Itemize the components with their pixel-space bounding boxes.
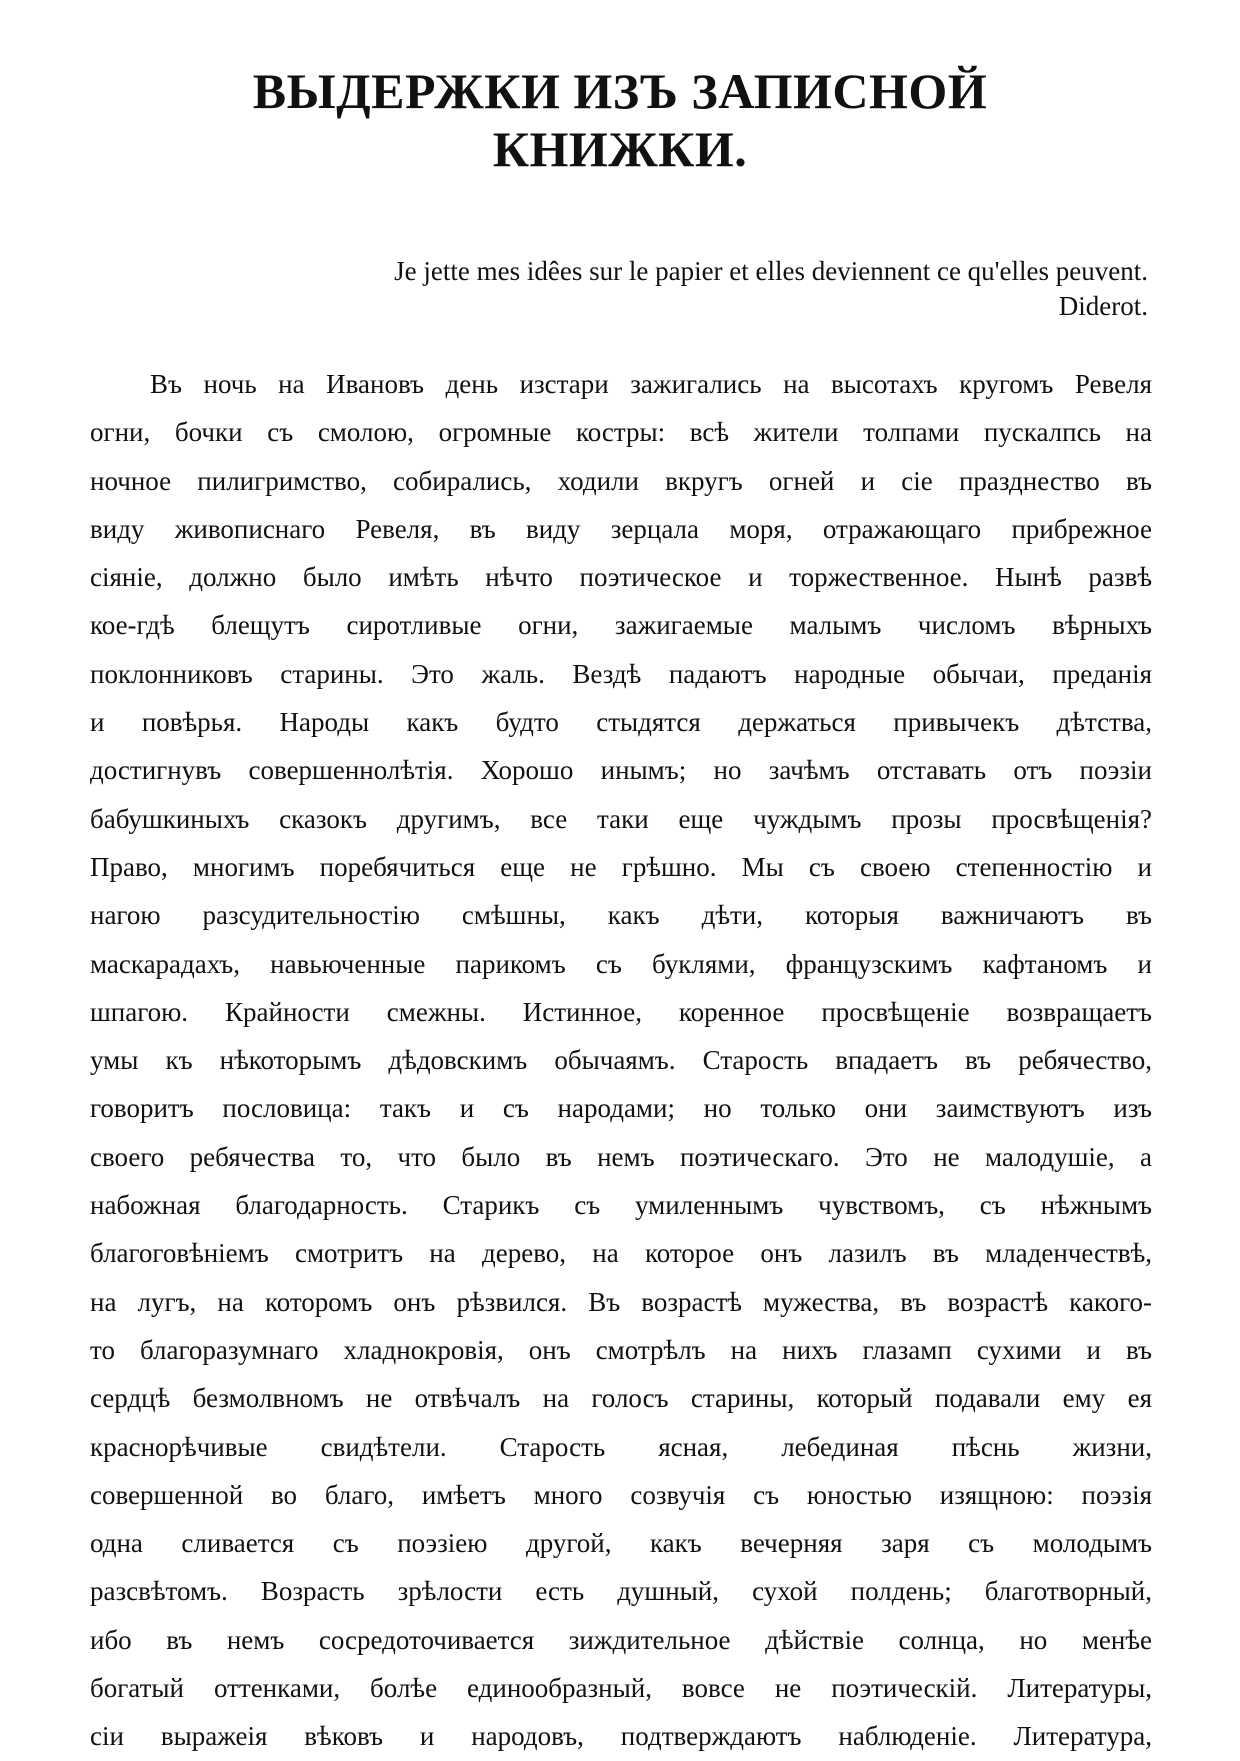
text-line: кое-гдѣ блещутъ сиротливые огни, зажигаемые малымъ числомъ вѣрныхъ xyxy=(90,610,1152,641)
page-title xyxy=(90,62,1150,178)
title-line-2: КНИЖКИ. xyxy=(492,121,748,177)
text-line: огни, бочки съ смолою, огромные костры: всѣ жители толпами пускалпсь на xyxy=(90,417,1152,448)
text-line: Право, многимъ поребячиться еще не грѣшно. Мы съ своею степенностію и xyxy=(90,851,1152,882)
epigraph-quote: Je jette mes idêes sur le papier et elles deviennent ce qu'elles peuvent. xyxy=(394,256,1148,286)
text-line: достигнувъ совершеннолѣтія. Хорошо инымъ; но зачѣмъ отставать отъ поэзіи xyxy=(90,755,1152,786)
text-line: благоговѣніемъ смотритъ на дерево, на которое онъ лазилъ въ младенчествѣ, xyxy=(90,1238,1152,1269)
text-line: сіяніе, должно было имѣть нѣчто поэтическое и торжественное. Нынѣ развѣ xyxy=(90,562,1152,593)
text-line: сіи выражеія вѣковъ и народовъ, подтверждаютъ наблюденіе. Литература, xyxy=(90,1721,1152,1752)
text-line: нагою разсудительностію смѣшны, какъ дѣти, которыя важничаютъ въ xyxy=(90,900,1152,931)
text-line: говоритъ пословица: такъ и съ народами; но только они заимствуютъ изъ xyxy=(90,1093,1152,1124)
text-line: набожная благодарность. Старикъ съ умиленнымъ чувствомъ, съ нѣжнымъ xyxy=(90,1190,1152,1221)
text-line: совершенной во благо, имѣетъ много созвучія съ юностью изящною: поэзія xyxy=(90,1479,1152,1510)
epigraph-author: Diderot. xyxy=(1058,291,1148,321)
text-line: на лугъ, на которомъ онъ рѣзвился. Въ возрастѣ мужества, въ возрастѣ какого- xyxy=(90,1286,1152,1317)
text-line: одна сливается съ поэзіею другой, какъ вечерняя заря съ молодымъ xyxy=(90,1528,1152,1559)
text-line: ибо въ немъ сосредоточивается зиждительное дѣйствіе солнца, но менѣе xyxy=(90,1624,1152,1655)
text-line: умы къ нѣкоторымъ дѣдовскимъ обычаямъ. Старость впадаетъ въ ребячество, xyxy=(90,1045,1152,1076)
text-line: и повѣрья. Народы какъ будто стыдятся держаться привычекъ дѣтства, xyxy=(90,707,1152,738)
text-line: бабушкиныхъ сказокъ другимъ, все таки еще чуждымъ прозы просвѣщенія? xyxy=(90,803,1152,834)
text-line: то благоразумнаго хладнокровія, онъ смотрѣлъ на нихъ глазамп сухими и въ xyxy=(90,1334,1152,1365)
text-line: своего ребячества то, что было въ немъ поэтическаго. Это не малодушіе, а xyxy=(90,1141,1152,1172)
text-line: поклонниковъ старины. Это жаль. Вездѣ падаютъ народные обычаи, преданія xyxy=(90,658,1152,689)
epigraph xyxy=(148,254,1148,324)
text-line: разсвѣтомъ. Возрасть зрѣлости есть душный, сухой полдень; благотворный, xyxy=(90,1576,1152,1607)
text-line: шпагою. Крайности смежны. Истинное, коренное просвѣщеніе возвращаетъ xyxy=(90,996,1152,1027)
text-line: маскарадахъ, навьюченные парикомъ съ буклями, французскимъ кафтаномъ и xyxy=(90,948,1152,979)
text-line: виду живописнаго Ревеля, въ виду зерцала моря, отражающаго прибрежное xyxy=(90,513,1152,544)
text-line: краснорѣчивые свидѣтели. Старость ясная, лебединая пѣснь жизни, xyxy=(90,1431,1152,1462)
text-line: Въ ночь на Ивановъ день изстари зажигались на высотахъ кругомъ Ревеля xyxy=(150,369,1152,399)
text-line: сердцѣ безмолвномъ не отвѣчалъ на голосъ старины, который подавали ему ея xyxy=(90,1383,1152,1414)
title-line-1: ВЫДЕРЖКИ ИЗЪ ЗАПИСНОЙ xyxy=(252,63,988,119)
body-paragraph xyxy=(90,360,1152,1761)
text-line: ночное пилигримство, собирались, ходили вкругъ огней и сіе празднество въ xyxy=(90,465,1152,496)
text-line: богатый оттенками, болѣе единообразный, вовсе не поэтическій. Литературы, xyxy=(90,1673,1152,1704)
